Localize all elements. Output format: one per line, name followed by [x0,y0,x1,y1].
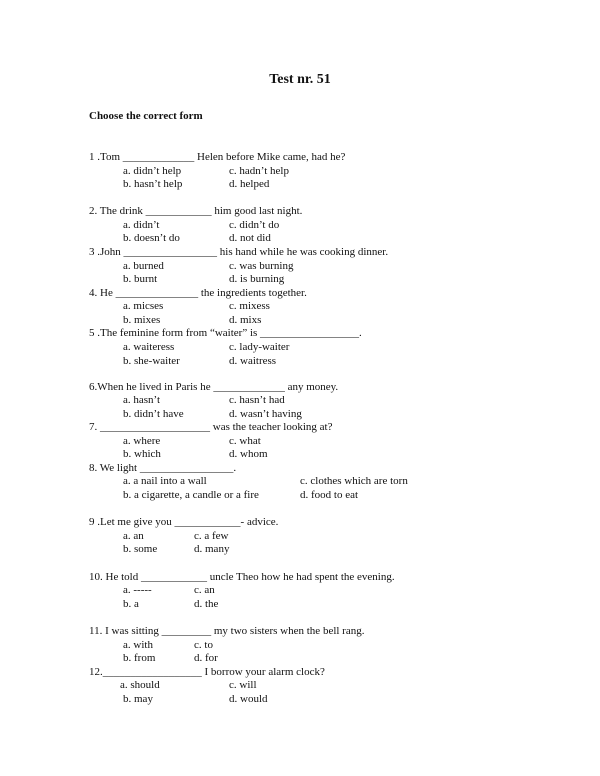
option-d: d. for [194,652,218,664]
option-a: a. should [120,679,160,691]
instruction-heading: Choose the correct form [89,110,203,122]
option-a: a. micses [123,300,164,312]
option-c: c. will [229,679,257,691]
option-c: c. an [194,584,215,596]
option-c: c. was burning [229,260,294,272]
option-d: d. is burning [229,273,285,285]
option-a: a. with [123,639,153,651]
option-d: d. many [194,543,230,555]
question-stem: 11. I was sitting _________ my two sisters when the bell rang. [89,625,365,637]
option-d: d. wasn’t having [229,408,302,420]
option-d: d. the [194,598,219,610]
question-stem: 10. He told ____________ uncle Theo how he had spent the evening. [89,571,395,583]
option-d: d. would [229,693,268,705]
option-a: a. ----- [123,584,152,596]
option-c: c. hadn’t help [229,165,289,177]
question-stem: 9 .Let me give you ____________- advice. [89,516,279,528]
option-d: d. helped [229,178,270,190]
option-d: d. food to eat [300,489,359,501]
option-a: a. a nail into a wall [123,475,207,487]
question-stem: 8. We light _________________. [89,462,237,474]
option-c: c. clothes which are torn [300,475,408,487]
option-c: c. didn’t do [229,219,280,231]
option-c: c. mixess [229,300,270,312]
option-a: a. where [123,435,161,447]
question-stem: 4. He _______________ the ingredients together. [89,287,307,299]
question-stem: 5 .The feminine form from “waiter” is __________________. [89,327,362,339]
question-stem: 2. The drink ____________ him good last night. [89,205,303,217]
option-b: b. mixes [123,314,161,326]
option-a: a. didn’t help [123,165,182,177]
option-b: b. a [123,598,139,610]
option-b: b. hasn’t help [123,178,183,190]
option-d: d. waitress [229,355,277,367]
question-stem: 1 .Tom _____________ Helen before Mike came, had he? [89,151,346,163]
option-c: c. what [229,435,261,447]
option-d: d. whom [229,448,268,460]
option-a: a. burned [123,260,164,272]
option-a: a. hasn’t [123,394,161,406]
option-b: b. some [123,543,158,555]
question-stem: 6.When he lived in Paris he _____________ any money. [89,381,339,393]
option-b: b. she-waiter [123,355,180,367]
option-d: d. not did [229,232,271,244]
question-stem: 12.__________________ I borrow your alarm clock? [89,666,325,678]
option-a: a. an [123,530,144,542]
question-stem: 3 .John _________________ his hand while he was cooking dinner. [89,246,389,258]
option-b: b. may [123,693,153,705]
option-c: c. lady-waiter [229,341,290,353]
option-b: b. a cigarette, a candle or a fire [123,489,259,501]
question-stem: 7. ____________________ was the teacher looking at? [89,421,333,433]
option-c: c. a few [194,530,229,542]
option-b: b. didn’t have [123,408,184,420]
option-c: c. hasn’t had [229,394,285,406]
option-b: b. doesn’t do [123,232,180,244]
option-d: d. mixs [229,314,262,326]
option-b: b. from [123,652,156,664]
option-c: c. to [194,639,213,651]
option-b: b. which [123,448,161,460]
option-a: a. waiteress [123,341,175,353]
option-b: b. burnt [123,273,158,285]
option-a: a. didn’t [123,219,160,231]
page-title: Test nr. 51 [269,72,331,87]
